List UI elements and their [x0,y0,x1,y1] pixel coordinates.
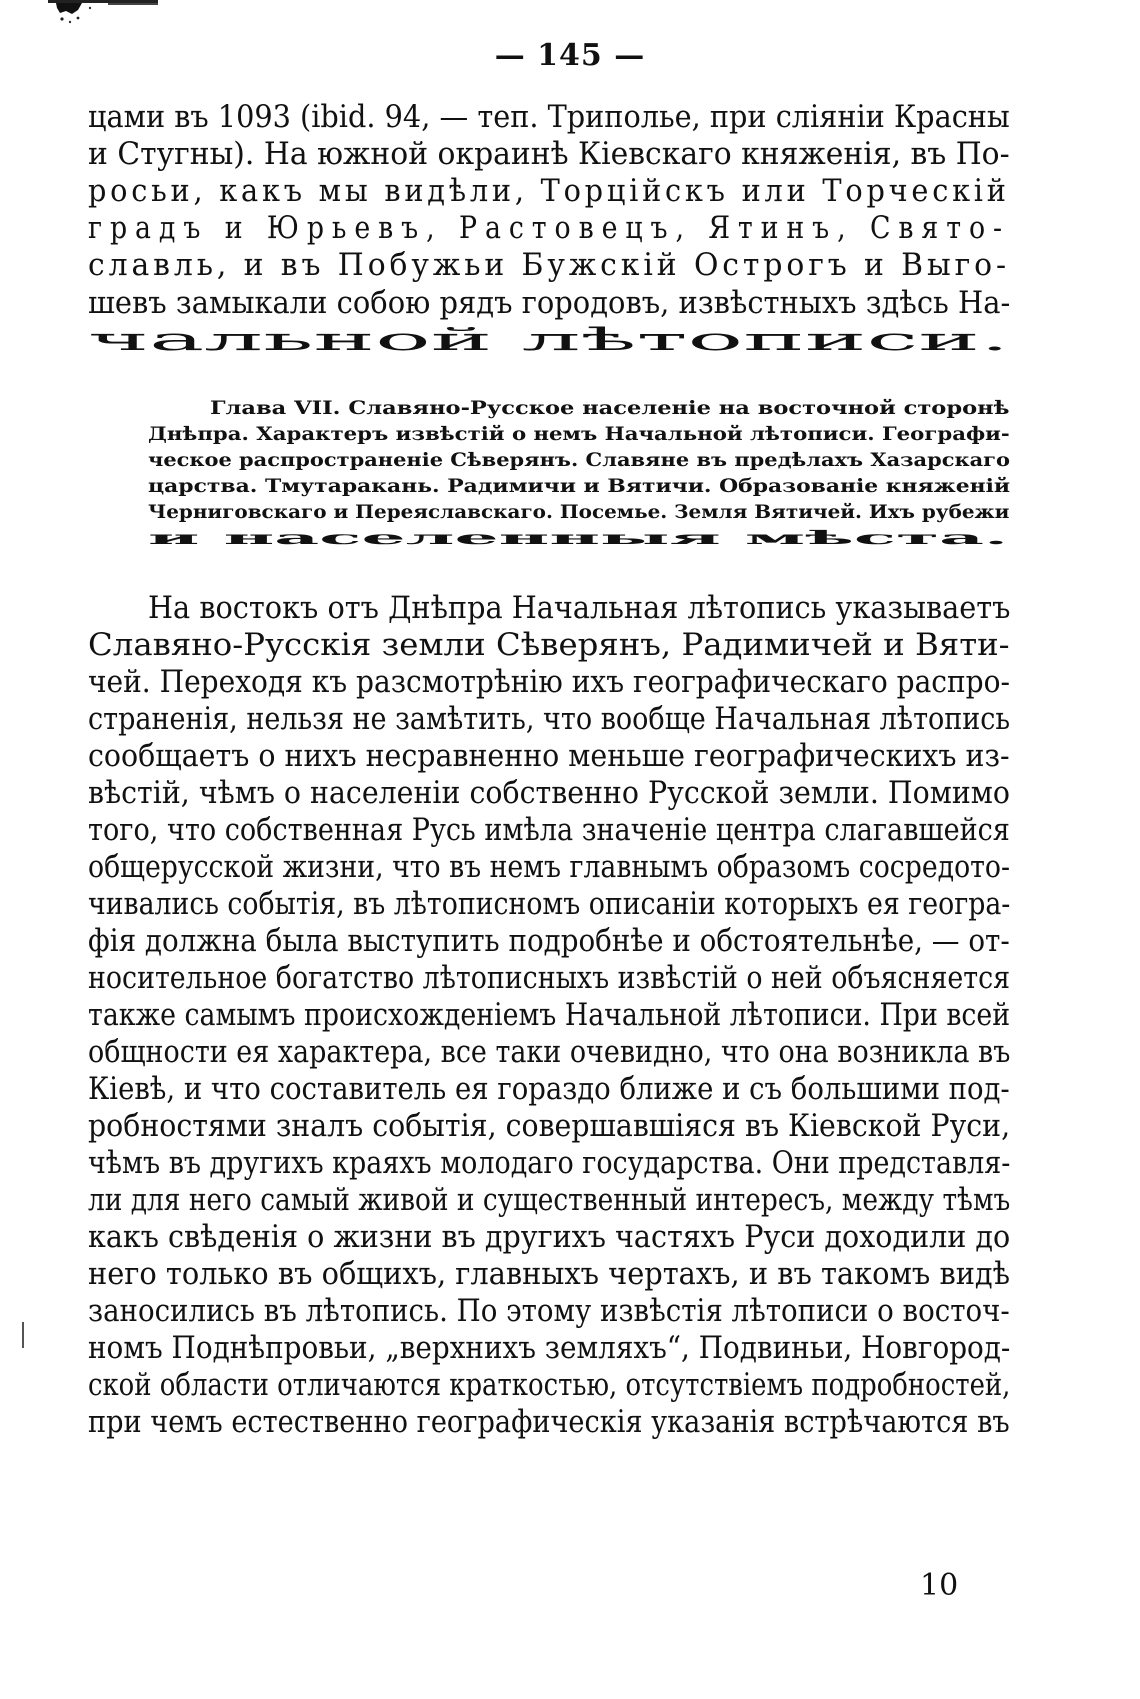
summary-line: ческое распространеніе Сѣверянъ. Славяне въ предѣлахъ Хазарскаго [148,450,1010,471]
summary-line: Черниговскаго и Переяславскаго. Посемье. Земля Вятичей. Ихъ рубежи [148,502,1010,523]
text-line: него только въ общихъ, главныхъ чертахъ, и въ такомъ видѣ [88,1257,1011,1292]
text-line: цами въ 1093 (ibid. 94, — теп. Триполье, при сліяніи Красны [88,100,1010,135]
text-line: заносились въ лѣтопись. По этому извѣстія лѣтописи о восточ- [88,1294,1010,1329]
text-line: сообщаетъ о нихъ несравненно меньше географическихъ из- [88,739,1010,774]
text-line: общерусской жизни, что въ немъ главнымъ образомъ сосредото- [88,850,1011,885]
text-line: Кіевѣ, и что составитель ея гораздо ближе и съ большими под- [88,1072,1010,1107]
text-line: ской области отличаются краткостью, отсутствіемъ подробностей, [88,1368,1011,1403]
page-number: — 145 — [494,38,646,73]
margin-mark [22,1322,24,1348]
text-line: страненія, нельзя не замѣтить, что вообще Начальная лѣтопись [88,702,1011,737]
text-line: номъ Поднѣпровьи, „верхнихъ земляхъ“, Подвиньи, Новгород- [88,1331,1011,1366]
ink-blot-mark [48,0,158,26]
signature-mark: 10 [920,1568,959,1603]
text-line: чальной лѣтописи. [88,323,1010,358]
text-line: робностями зналъ событія, совершавшіяся въ Кіевской Руси, [88,1109,1011,1144]
text-line: фія должна была выступить подробнѣе и обстоятельнѣе, — от- [88,924,1010,959]
text-line: ли для него самый живой и существенный интересъ, между тѣмъ [88,1183,1011,1218]
text-line: при чемъ естественно географическія указанія встрѣчаются въ [88,1405,1010,1440]
summary-line: царства. Тмутаракань. Радимичи и Вятичи. Образованіе княженій [148,476,1011,497]
text-line: славль, и въ Побужьи Бужскій Острогъ и Выго- [88,248,1011,283]
summary-line: и населенныя мѣста. [148,528,1009,549]
text-line: чѣмъ въ другихъ краяхъ молодаго государства. Они представля- [88,1146,1011,1181]
text-line: какъ свѣденія о жизни въ другихъ частяхъ Руси доходили до [88,1220,1011,1255]
text-line: того, что собственная Русь имѣла значеніе центра слагавшейся [88,813,1010,848]
text-line: также самымъ происхожденіемъ Начальной лѣтописи. При всей [88,998,1011,1033]
summary-line: Днѣпра. Характеръ извѣстій о немъ Начальной лѣтописи. Географи- [148,424,1010,445]
text-line: и Стугны). На южной окраинѣ Кіевскаго княженія, въ По- [88,137,1010,172]
text-line: чей. Переходя къ разсмотрѣнію ихъ географическаго распро- [88,665,1010,700]
chapter-heading-line: Глава VII. Славяно-Русское населеніе на восточной сторонѣ [210,398,1010,419]
text-line: носительное богатство лѣтописныхъ извѣстій о ней объясняется [88,961,1011,996]
text-line: шевъ замыкали собою рядъ городовъ, извѣстныхъ здѣсь На- [88,286,1011,321]
text-line: общности ея характера, все таки очевидно, что она возникла въ [88,1035,1011,1070]
text-line: На востокъ отъ Днѣпра Начальная лѣтопись указываетъ [148,591,1011,626]
text-line: чивались событія, въ лѣтописномъ описаніи которыхъ ея геогра- [88,887,1011,922]
text-line: вѣстій, чѣмъ о населеніи собственно Русской земли. Помимо [88,776,1010,811]
text-line: Славяно-Русскія земли Сѣверянъ, Радимичей и Вяти- [88,628,1010,663]
text-line: росьи, какъ мы видѣли, Торційскъ или Торческій [88,174,1010,209]
text-line: градъ и Юрьевъ, Растовецъ, Ятинъ, Свято- [88,211,1011,246]
